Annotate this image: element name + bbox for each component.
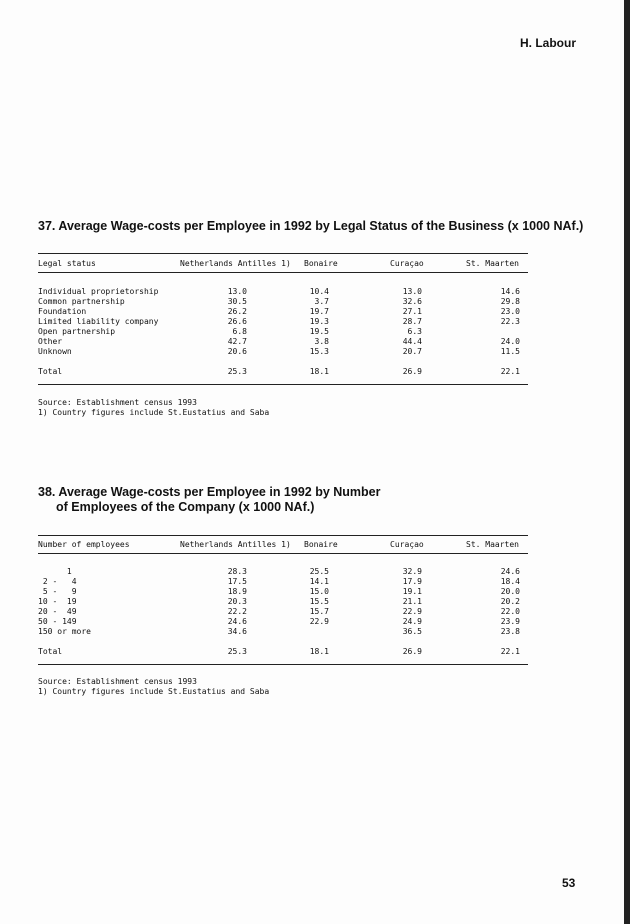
cell-value: 26.6 — [227, 317, 247, 326]
table-row — [0, 327, 630, 337]
row-label: Total — [38, 647, 63, 656]
column-header: Netherlands Antilles 1) — [180, 259, 291, 268]
cell-value: 6.8 — [232, 327, 247, 336]
cell-value: 18.9 — [227, 587, 247, 596]
header-rule — [38, 272, 528, 273]
cell-value: 15.7 — [309, 607, 329, 616]
row-label: Individual proprietorship — [38, 287, 159, 296]
cell-value: 20.2 — [500, 597, 520, 606]
table-row — [0, 597, 630, 607]
table-row — [0, 347, 630, 357]
cell-value: 32.6 — [402, 297, 422, 306]
table-37-title: 37. Average Wage-costs per Employee in 1992 by Legal Status of the Business (x 1000 NAf.) — [38, 219, 584, 233]
row-label: 20 - 49 — [38, 607, 77, 616]
cell-value: 36.5 — [402, 627, 422, 636]
row-label: Other — [38, 337, 63, 346]
row-label: Foundation — [38, 307, 87, 316]
table-row — [0, 627, 630, 637]
row-label: 150 or more — [38, 627, 91, 636]
column-header: Legal status — [38, 259, 96, 268]
column-header: St. Maarten — [466, 259, 519, 268]
cell-value: 30.5 — [227, 297, 247, 306]
cell-value: 19.7 — [309, 307, 329, 316]
cell-value: 27.1 — [402, 307, 422, 316]
cell-value: 19.5 — [309, 327, 329, 336]
table-row — [0, 607, 630, 617]
footnote: 1) Country figures include St.Eustatius and Saba — [38, 687, 270, 696]
row-label: 5 - 9 — [38, 587, 77, 596]
cell-value: 22.2 — [227, 607, 247, 616]
cell-value: 14.1 — [309, 577, 329, 586]
cell-value: 18.1 — [309, 647, 329, 656]
table-row — [0, 317, 630, 327]
cell-value: 17.5 — [227, 577, 247, 586]
cell-value: 3.8 — [314, 337, 329, 346]
row-label: Open partnership — [38, 327, 116, 336]
column-header: Number of employees — [38, 540, 130, 549]
source-note: Source: Establishment census 1993 — [38, 677, 197, 686]
cell-value: 15.3 — [309, 347, 329, 356]
cell-value: 18.1 — [309, 367, 329, 376]
table-row — [0, 287, 630, 297]
cell-value: 24.9 — [402, 617, 422, 626]
cell-value: 13.0 — [402, 287, 422, 296]
section-header: H. Labour — [520, 36, 576, 50]
cell-value: 32.9 — [402, 567, 422, 576]
cell-value: 20.6 — [227, 347, 247, 356]
cell-value: 25.3 — [227, 647, 247, 656]
cell-value: 23.8 — [500, 627, 520, 636]
row-label: 50 - 149 — [38, 617, 77, 626]
cell-value: 29.8 — [500, 297, 520, 306]
cell-value: 14.6 — [500, 287, 520, 296]
table-row — [0, 297, 630, 307]
cell-value: 20.7 — [402, 347, 422, 356]
cell-value: 28.7 — [402, 317, 422, 326]
table-bottom-rule — [38, 384, 528, 385]
table-38-title-line2: of Employees of the Company (x 1000 NAf.) — [56, 500, 315, 514]
cell-value: 18.4 — [500, 577, 520, 586]
source-note: Source: Establishment census 1993 — [38, 398, 197, 407]
cell-value: 22.1 — [500, 367, 520, 376]
column-header: Netherlands Antilles 1) — [180, 540, 291, 549]
total-row — [0, 647, 630, 657]
cell-value: 23.9 — [500, 617, 520, 626]
table-row — [0, 337, 630, 347]
table-row — [0, 587, 630, 597]
table-top-rule — [38, 253, 528, 254]
cell-value: 24.0 — [500, 337, 520, 346]
cell-value: 15.0 — [309, 587, 329, 596]
column-header: St. Maarten — [466, 540, 519, 549]
cell-value: 17.9 — [402, 577, 422, 586]
table-row — [0, 577, 630, 587]
cell-value: 22.1 — [500, 647, 520, 656]
cell-value: 26.9 — [402, 367, 422, 376]
cell-value: 23.0 — [500, 307, 520, 316]
table-row — [0, 307, 630, 317]
cell-value: 22.9 — [309, 617, 329, 626]
row-label: Total — [38, 367, 63, 376]
cell-value: 19.3 — [309, 317, 329, 326]
row-label: 1 — [38, 567, 72, 576]
row-label: Common partnership — [38, 297, 125, 306]
row-label: 10 - 19 — [38, 597, 77, 606]
cell-value: 26.9 — [402, 647, 422, 656]
cell-value: 25.5 — [309, 567, 329, 576]
scan-edge — [624, 0, 630, 924]
column-header: Curaçao — [390, 259, 424, 268]
column-header: Bonaire — [304, 259, 338, 268]
row-label: 2 - 4 — [38, 577, 77, 586]
table-bottom-rule — [38, 664, 528, 665]
header-row — [0, 259, 630, 269]
cell-value: 13.0 — [227, 287, 247, 296]
page-number: 53 — [562, 876, 576, 890]
cell-value: 28.3 — [227, 567, 247, 576]
table-top-rule — [38, 535, 528, 536]
cell-value: 6.3 — [407, 327, 422, 336]
cell-value: 21.1 — [402, 597, 422, 606]
total-row — [0, 367, 630, 377]
column-header: Curaçao — [390, 540, 424, 549]
cell-value: 20.3 — [227, 597, 247, 606]
cell-value: 22.3 — [500, 317, 520, 326]
column-header: Bonaire — [304, 540, 338, 549]
header-rule — [38, 553, 528, 554]
row-label: Unknown — [38, 347, 72, 356]
cell-value: 15.5 — [309, 597, 329, 606]
table-38-title-line1: 38. Average Wage-costs per Employee in 1992 by Number — [38, 485, 381, 499]
cell-value: 24.6 — [227, 617, 247, 626]
cell-value: 22.9 — [402, 607, 422, 616]
cell-value: 3.7 — [314, 297, 329, 306]
cell-value: 42.7 — [227, 337, 247, 346]
cell-value: 11.5 — [500, 347, 520, 356]
footnote: 1) Country figures include St.Eustatius and Saba — [38, 408, 270, 417]
cell-value: 25.3 — [227, 367, 247, 376]
cell-value: 22.0 — [500, 607, 520, 616]
row-label: Limited liability company — [38, 317, 159, 326]
table-row — [0, 617, 630, 627]
cell-value: 19.1 — [402, 587, 422, 596]
header-row — [0, 540, 630, 550]
table-row — [0, 567, 630, 577]
cell-value: 10.4 — [309, 287, 329, 296]
cell-value: 20.0 — [500, 587, 520, 596]
cell-value: 26.2 — [227, 307, 247, 316]
cell-value: 44.4 — [402, 337, 422, 346]
cell-value: 34.6 — [227, 627, 247, 636]
cell-value: 24.6 — [500, 567, 520, 576]
